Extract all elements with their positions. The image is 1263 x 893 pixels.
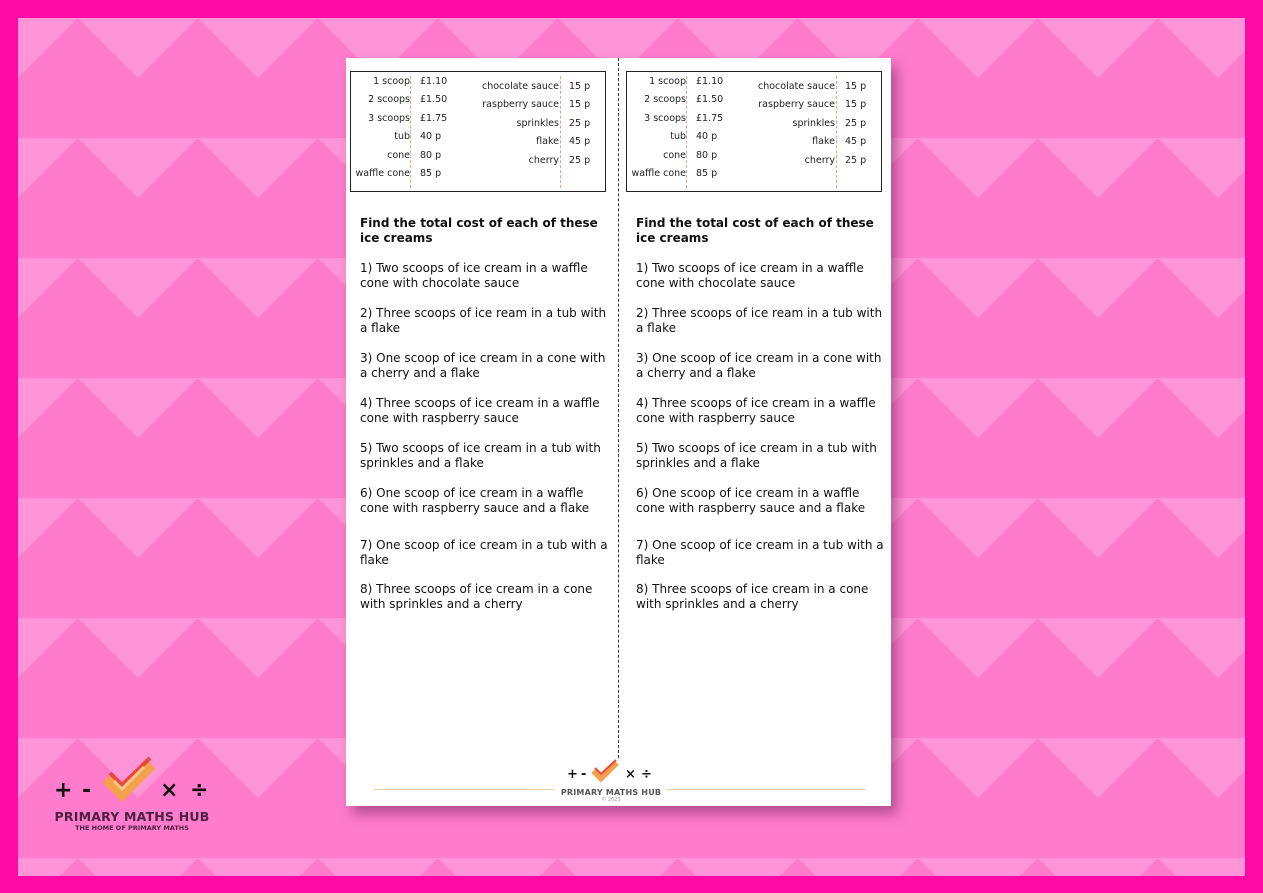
question: 4) Three scoops of ice cream in a waffle cone with raspberry sauce [636, 396, 876, 425]
item-price: 40 p [420, 131, 442, 143]
divide-glyph: ÷ [190, 778, 209, 803]
item-price: £1.75 [696, 112, 724, 124]
topping-names [745, 81, 835, 173]
topping-name: sprinkles [516, 117, 559, 129]
topping-price: 25 p [845, 117, 867, 129]
logo-mark-icon [561, 758, 661, 784]
footer-rule [666, 789, 866, 790]
question-section [636, 216, 886, 611]
question: 7) One scoop of ice cream in a tub with a flake [360, 538, 608, 567]
item-names [631, 76, 686, 186]
price-list [350, 71, 606, 192]
topping-price: 15 p [845, 81, 867, 92]
item-name: 1 scoop [373, 76, 410, 87]
minus-glyph: - [581, 767, 587, 782]
question: 3) One scoop of ice cream in a cone with a cherry and a flake [360, 351, 606, 380]
plus-glyph: + [567, 767, 578, 782]
item-name: waffle cone [355, 167, 410, 179]
topping-name: sprinkles [792, 117, 835, 129]
item-names [355, 76, 410, 186]
topping-prices [839, 81, 879, 173]
topping-name: raspberry sauce [758, 99, 835, 111]
topping-price: 45 p [569, 136, 591, 148]
price-separator [836, 76, 837, 188]
question: 4) Three scoops of ice cream in a waffle cone with raspberry sauce [360, 396, 600, 425]
item-name: 3 scoops [644, 112, 686, 124]
question-section [360, 216, 610, 611]
topping-price: 15 p [569, 81, 591, 92]
topping-name: cherry [804, 154, 835, 166]
topping-name: cherry [528, 154, 559, 166]
item-price: £1.50 [420, 94, 448, 106]
question: 8) Three scoops of ice cream in a cone with sprinkles and a cherry [360, 582, 593, 611]
question: 2) Three scoops of ice ream in a tub with a flake [636, 306, 883, 335]
item-price: £1.10 [420, 76, 448, 87]
price-separator [560, 76, 561, 188]
times-glyph: × [160, 778, 179, 803]
item-name: tub [394, 131, 410, 143]
topping-price: 25 p [845, 154, 867, 166]
item-name: cone [387, 149, 410, 161]
topping-price: 15 p [845, 99, 867, 111]
question: 1) Two scoops of ice cream in a waffle cone with chocolate sauce [360, 261, 588, 290]
plus-glyph: + [54, 778, 73, 803]
question-heading: Find the total cost of each of these ice creams [636, 216, 874, 245]
item-price: 85 p [696, 167, 718, 179]
footer-rule [374, 789, 554, 790]
topping-price: 15 p [569, 99, 591, 111]
times-glyph: × [625, 767, 636, 782]
question: 8) Three scoops of ice cream in a cone with sprinkles and a cherry [636, 582, 869, 611]
item-price: £1.75 [420, 112, 448, 124]
topping-names [469, 81, 559, 173]
price-separator [410, 76, 411, 188]
item-name: cone [663, 149, 686, 161]
footer-logo [554, 758, 668, 803]
item-prices [414, 76, 464, 186]
worksheet [346, 58, 891, 806]
question: 1) Two scoops of ice cream in a waffle cone with chocolate sauce [636, 261, 864, 290]
item-name: 1 scoop [649, 76, 686, 87]
footer-brand: PRIMARY MATHS HUB [560, 788, 662, 797]
price-separator [686, 76, 687, 188]
topping-price: 45 p [845, 136, 867, 148]
question: 3) One scoop of ice cream in a cone with a cherry and a flake [636, 351, 882, 380]
question: 5) Two scoops of ice cream in a tub with sprinkles and a flake [636, 441, 877, 470]
item-name: 3 scoops [368, 112, 410, 124]
item-price: 85 p [420, 167, 442, 179]
topping-name: raspberry sauce [482, 99, 559, 111]
question: 7) One scoop of ice cream in a tub with a flake [636, 538, 884, 567]
topping-price: 25 p [569, 117, 591, 129]
item-price: £1.50 [696, 94, 724, 106]
topping-name: chocolate sauce [757, 81, 835, 92]
minus-glyph: - [82, 778, 92, 803]
item-price: 40 p [696, 131, 718, 143]
question: 6) One scoop of ice cream in a waffle cone with raspberry sauce and a flake [636, 486, 866, 515]
item-price: 80 p [420, 149, 442, 161]
item-price: £1.10 [696, 76, 724, 87]
topping-name: flake [536, 136, 559, 148]
brand-tagline: THE HOME OF PRIMARY MATHS [75, 824, 189, 832]
topping-name: flake [812, 136, 835, 148]
cut-line [618, 58, 619, 758]
topping-price: 25 p [569, 154, 591, 166]
topping-prices [563, 81, 603, 173]
item-name: tub [670, 131, 686, 143]
brand-name: PRIMARY MATHS HUB [54, 809, 210, 824]
footer-copyright: © 2023 [601, 797, 621, 803]
logo-mark-icon [44, 755, 220, 803]
divide-glyph: ÷ [641, 767, 652, 782]
question: 6) One scoop of ice cream in a waffle cone with raspberry sauce and a flake [360, 486, 590, 515]
item-prices [690, 76, 740, 186]
question: 2) Three scoops of ice ream in a tub with a flake [360, 306, 607, 335]
price-list [626, 71, 882, 192]
item-price: 80 p [696, 149, 718, 161]
item-name: waffle cone [631, 167, 686, 179]
item-name: 2 scoops [368, 94, 410, 106]
brand-logo [44, 755, 220, 832]
item-name: 2 scoops [644, 94, 686, 106]
topping-name: chocolate sauce [481, 81, 559, 92]
question-heading: Find the total cost of each of these ice creams [360, 216, 598, 245]
question: 5) Two scoops of ice cream in a tub with sprinkles and a flake [360, 441, 601, 470]
